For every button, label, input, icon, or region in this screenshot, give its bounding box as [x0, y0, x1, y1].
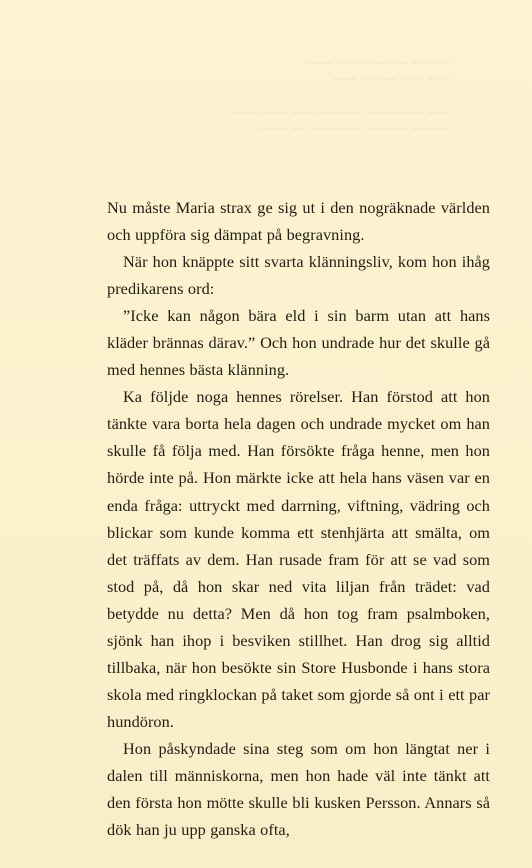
paragraph: Nu måste Maria strax ge sig ut i den nogräknade världen och uppföra sig dämpat på begravning.	[107, 198, 490, 245]
paragraph: Hon påskyndade sina steg som om hon längtat ner i dalen till människorna, men hon hade väl inte tänkt att den första hon mötte skulle bli kusken Persson. Annars så dök han ju upp ganska ofta,	[107, 738, 490, 840]
body-text	[107, 194, 490, 843]
show-through-text: ~~~~~ ~~ ~~~~~~~ ~~~~ ~~~ ~~~ ~~~~~ ~~~ ~~~ ~~~~ ~~~ ~~~~~~ ~~~ ~~~~ ~~~ ~~~~~ ~~~ ~~ ~~~~~~~ ~~ ~~~~	[232, 56, 450, 137]
paragraph: Ka följde noga hennes rörelser. Han förstod att hon tänkte vara borta hela dagen och undrade mycket om han skulle få följa med. Han försökte fråga henne, men hon hörde inte på. Hon märkte icke att hela hans väsen var en enda fråga: uttryckt med darrning, viftning, vädring och blickar som kunde komma ett stenhjärta att smälta, om det träffats av dem. Han rusade fram för att se vad som stod på, då hon skar ned vita liljan från trädet: vad betydde nu detta? Men då hon tog fram psalmboken, sjönk han ihop i besviken stillhet. Han drog sig alltid tillbaka, när hon besökte sin Store Husbonde i hans stora skola med ringklockan på taket som gjorde så ont i ett par hundöron.	[107, 387, 490, 731]
paragraph: När hon knäppte sitt svarta klänningsliv, kom hon ihåg predikarens ord:	[107, 252, 490, 299]
paragraph: ”Icke kan någon bära eld i sin barm utan att hans kläder brännas därav.” Och hon undrade hur det skulle gå med hennes bästa klänning.	[107, 306, 490, 380]
